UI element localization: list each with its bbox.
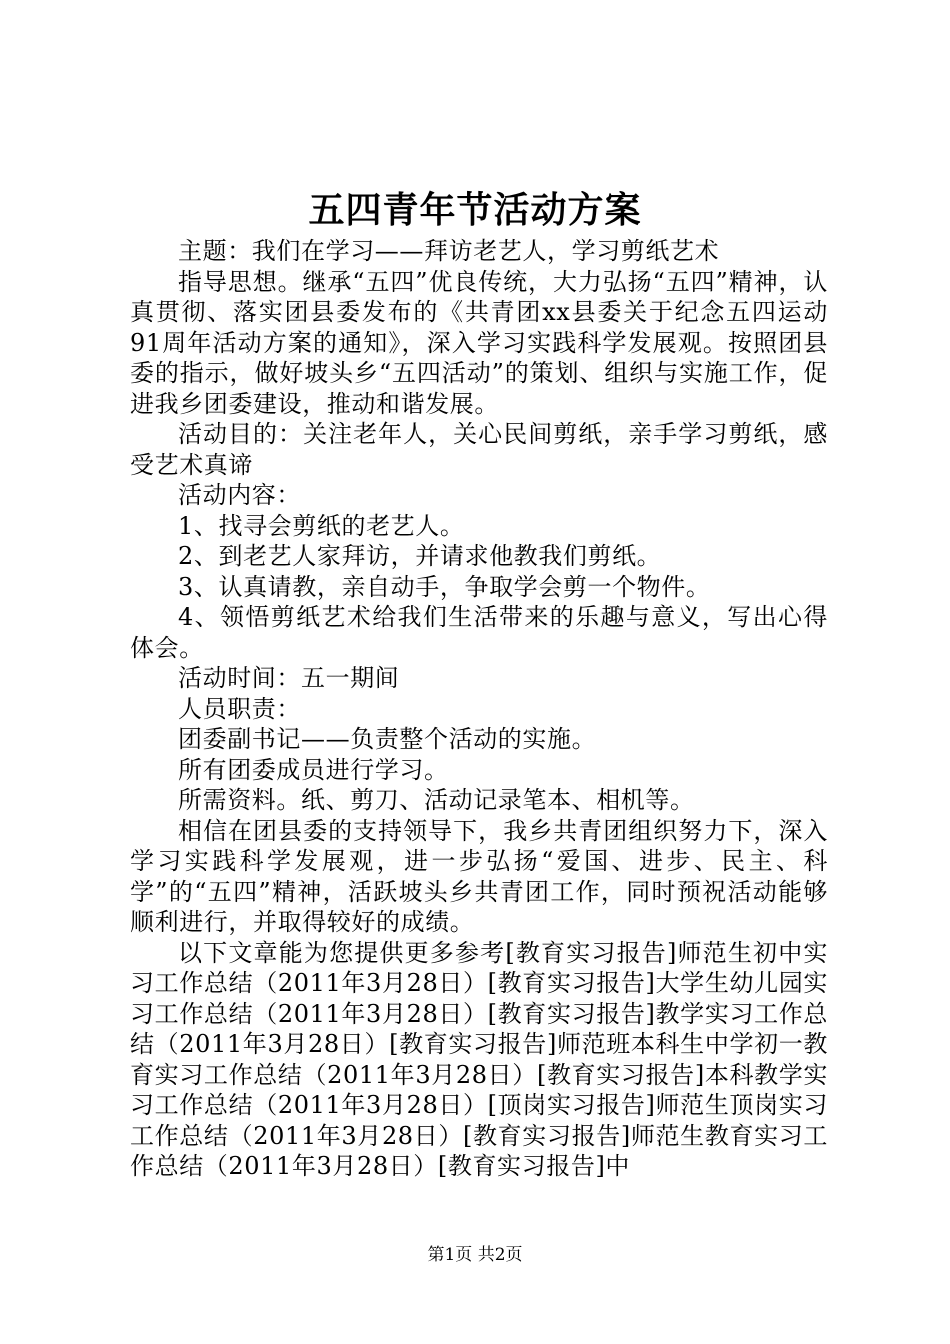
paragraph-closing: 相信在团县委的支持领导下，我乡共青团组织努力下，深入学习实践科学发展观，进一步弘扬“爱国、进步、民主、科学”的“五四”精神，活跃坡头乡共青团工作，同时预祝活动能够顺利进行，并取得较好的成绩。 [130, 816, 828, 936]
paragraph-duty-members: 所有团委成员进行学习。 [178, 755, 449, 784]
paragraph-content-heading: 活动内容： [178, 481, 301, 509]
list-item-4: 4、领悟剪纸艺术给我们生活带来的乐趣与意义，写出心得体会。 [130, 603, 828, 662]
list-item-2: 2、到老艺人家拜访，并请求他教我们剪纸。 [178, 542, 662, 570]
paragraph-materials: 所需资料。纸、剪刀、活动记录笔本、相机等。 [178, 786, 695, 814]
list-item-1: 1、找寻会剪纸的老艺人。 [178, 511, 465, 540]
document-title: 五四青年节活动方案 [308, 189, 642, 231]
list-item-3: 3、认真请教，亲自动手，争取学会剪一个物件。 [178, 572, 711, 601]
paragraph-duties-heading: 人员职责： [178, 694, 301, 723]
page-footer: 第1页 共2页 [427, 1245, 523, 1265]
paragraph-theme: 主题：我们在学习——拜访老艺人，学习剪纸艺术 [178, 237, 720, 265]
paragraph-duty-deputy: 团委副书记——负责整个活动的实施。 [178, 725, 597, 753]
paragraph-guiding-idea: 指导思想。继承“五四”优良传统，大力弘扬“五四”精神，认真贯彻、落实团县委发布的《共青团xx县委关于纪念五四运动91周年活动方案的通知》，深入学习实践科学发展观。按照团县委的指示，做好坡头乡“五四活动”的策划、组织与实施工作，促进我乡团委建设，推动和谐发展。 [130, 267, 828, 418]
paragraph-time: 活动时间：五一期间 [178, 664, 400, 692]
document-body [130, 236, 828, 1182]
paragraph-references: 以下文章能为您提供更多参考[教育实习报告]师范生初中实习工作总结（2011年3月28日）[教育实习报告]大学生幼儿园实习工作总结（2011年3月28日）[教育实习报告]教学实习工作总结（2011年3月28日）[教育实习报告]师范班本科生中学初一教育实习工作总结（2011年3月28日）[教育实习报告]本科教学实习工作总结（2011年3月28日）[顶岗实习报告]师范生顶岗实习工作总结（2011年3月28日）[教育实习报告]师范生教育实习工作总结（2011年3月28日）[教育实习报告]中 [130, 938, 828, 1180]
paragraph-purpose: 活动目的：关注老年人，关心民间剪纸，亲手学习剪纸，感受艺术真谛 [130, 420, 828, 479]
